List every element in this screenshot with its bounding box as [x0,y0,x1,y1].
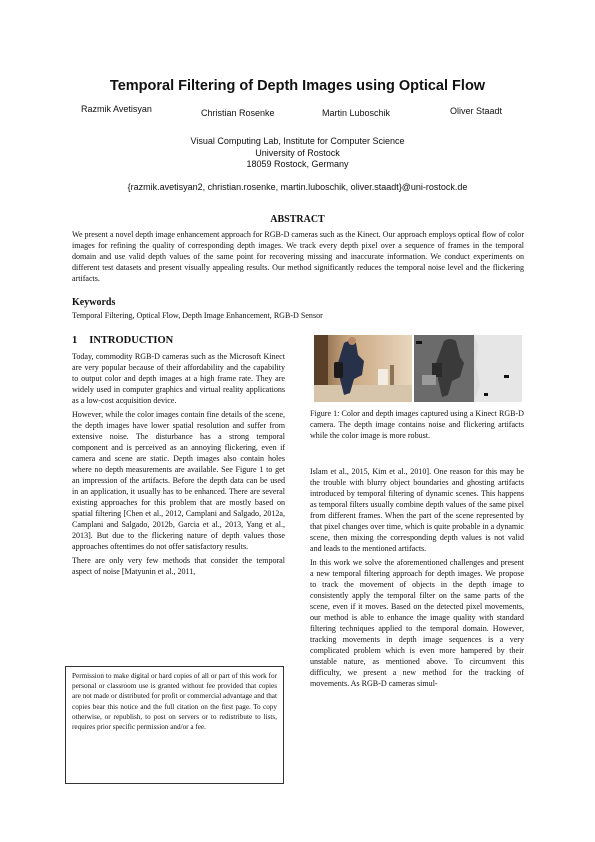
abstract-text: We present a novel depth image enhancement approach for RGB-D cameras such as the Kinect. Our approach employs optical flow of color images for refining the quality of corresponding depth images. We track every depth pixel over a sequence of frames in the temporal domain and use valid depth values of the same point for recovering missing and inaccurate information. We conduct experiments on different test datasets and present visually appealing results. Our method significantly reduces the temporal noise level and the flickering artifacts. [72,230,524,283]
figure-caption: Figure 1: Color and depth images captured using a Kinect RGB-D camera. The depth image contains noise and flickering artifacts while the color image is more robust. [310,409,524,440]
paragraph: In this work we solve the aforementioned challenges and present a new temporal filtering approach for depth images. We propose to track the movement of objects in the depth image to consistently apply the temporal filter on the same parts of the scene, even if it moves. Based on the detected pixel movements, our method is able to enhance the image quality with standard filtering techniques applied to the temporal domain. However, tracking movements in depth image sequences is a very complicated problem which is even more hampered by their unstable nature, as mentioned above. To circumvent this difficulty, we present a new method for the tracking of movements. As RGB-D cameras simul- [310,558,524,688]
author-name: Martin Luboschik [322,108,391,118]
depth-image [414,335,522,402]
section-heading [72,335,173,346]
author-name: Razmik Avetisyan [81,104,152,114]
left-column-text [72,351,285,580]
keywords-heading: Keywords [72,297,116,308]
affiliation-line: Visual Computing Lab, Institute for Computer Science [190,136,405,146]
depth-image-illustration [414,335,522,402]
color-image-illustration [314,335,412,402]
keywords-text: Temporal Filtering, Optical Flow, Depth Image Enhancement, RGB-D Sensor [72,311,323,320]
permission-notice: Permission to make digital or hard copies of all or part of this work for personal or classroom use is granted without fee provided that copies are not made or distributed for profit or commercial advantage and that copies bear this notice and the full citation on the first page. To copy otherwise, or republish, to post on servers or to redistribute to lists, requires prior specific permission and/or a fee. [65,666,284,784]
affiliation-line: 18059 Rostock, Germany [246,159,349,169]
paragraph: There are only very few methods that consider the temporal aspect of noise [Matyunin et al., 2011, [72,556,285,576]
right-column-text [310,466,524,692]
paragraph: Islam et al., 2015, Kim et al., 2010]. One reason for this may be the trouble with blurry object boundaries and ghosting artifacts introduced by temporal filtering of dynamic scenes. This happens as temporal filters usually combine depth values of the same pixel from different frames. When the part of the scene represented by that pixel changes over time, which is quite probable in a dynamic scene, then mixing the corresponding depth values is not valid and leads to the mentioned artifacts. [310,467,524,553]
section-number: 1 [72,335,78,346]
author-list [0,106,595,126]
paragraph: However, while the color images contain fine details of the scene, the depth images have lower spatial resolution and suffer from extensive noise. The disturbance has a strong temporal component and is perceived as an annoying flickering, even if camera and scene are static. Depth images also contain holes where no depth measurements are available. See Figure 1 to get an impression of the artifacts. Before the depth data can be used in an application, it usually has to be enhanced. There are several existing approaches for this problem that are mostly based on spatial filtering [Chen et al., 2012, Camplani and Salgado, 2012a, Camplani and Salgado, 2012b, Garcia et al., 2013, Yang et al., 2013]. But due to the flickering nature of depth values those approaches oftentimes do not offer satisfactory results. [72,410,285,551]
color-image [314,335,412,402]
affiliation [0,136,595,171]
affiliation-line: University of Rostock [255,147,340,158]
author-emails: {razmik.avetisyan2, christian.rosenke, martin.luboschik, oliver.staadt}@uni-rostock.de [127,182,468,192]
abstract-heading: ABSTRACT [270,214,325,225]
section-title: INTRODUCTION [89,335,174,346]
figure-1 [314,335,522,402]
author-name: Oliver Staadt [450,106,503,116]
author-name: Christian Rosenke [201,108,275,118]
paragraph: Today, commodity RGB-D cameras such as the Microsoft Kinect are very popular because of their affordability and the capability to output color and depth images at a high frame rate. They are widely used in computer graphics and virtual reality applications as a low-cost acquisition device. [72,352,285,405]
paper-title: Temporal Filtering of Depth Images using Optical Flow [109,78,486,94]
